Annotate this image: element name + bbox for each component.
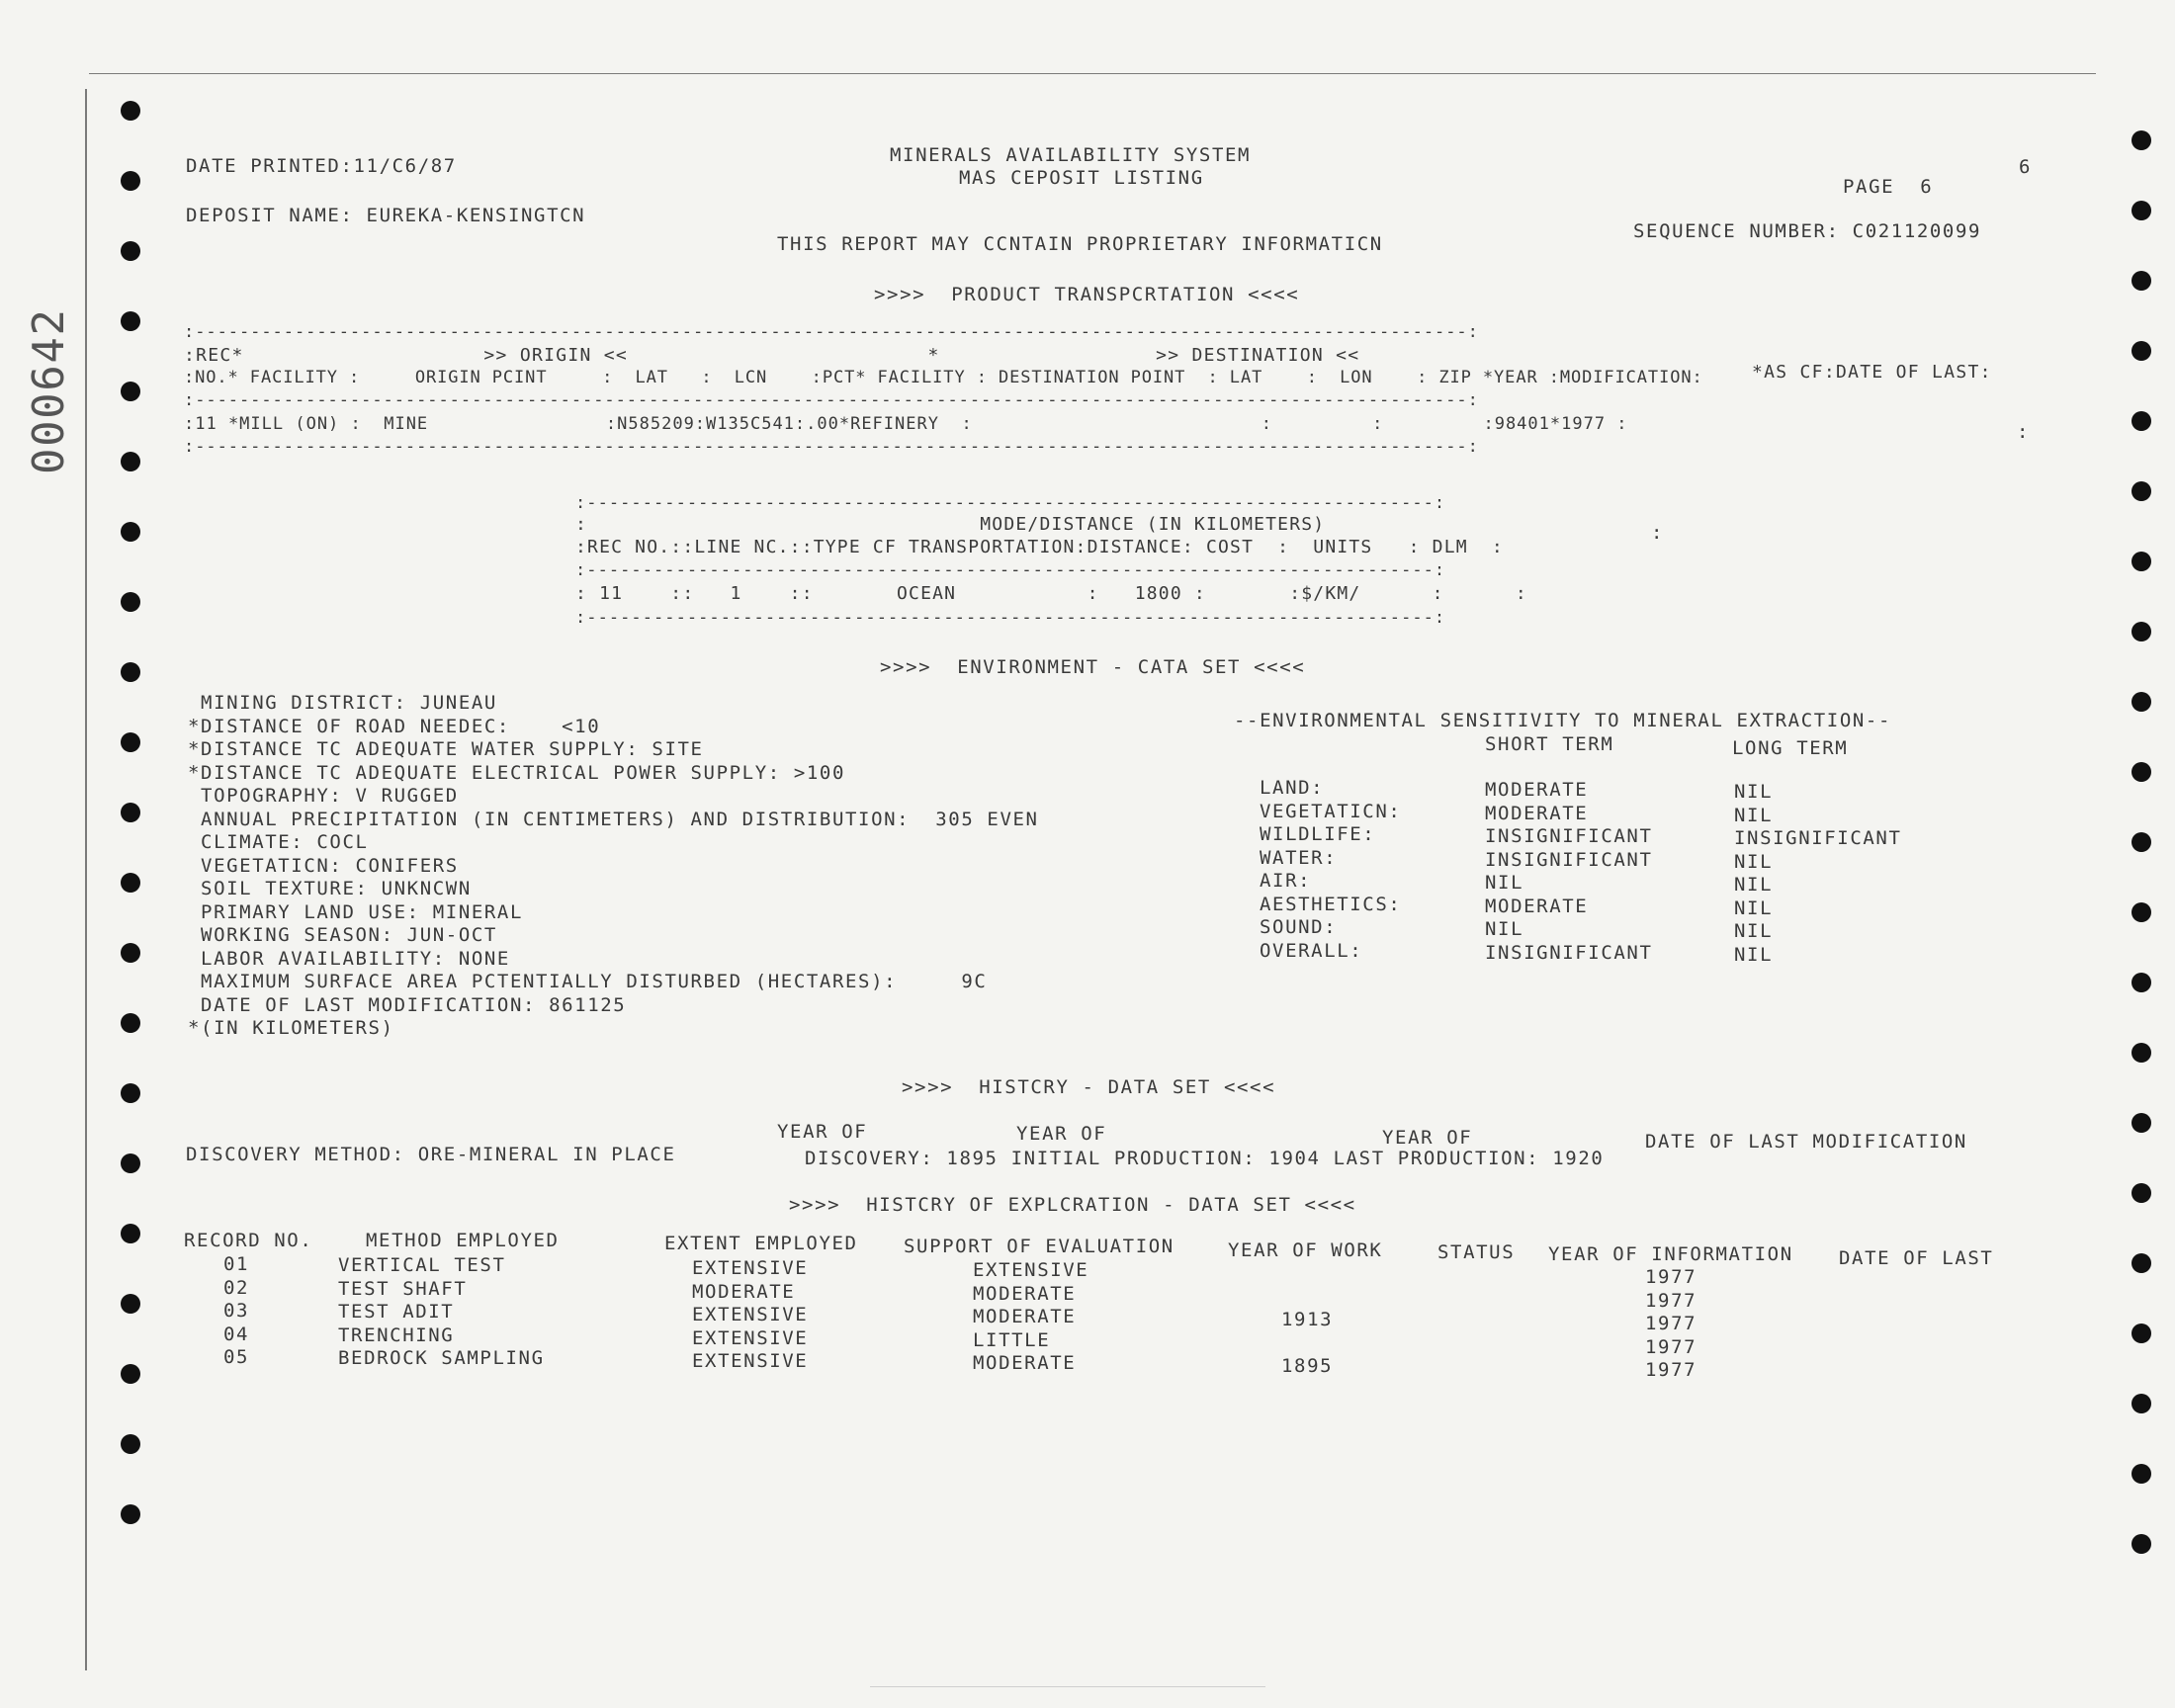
- transport-data-row: :11 *MILL (ON) : MINE :N585209:W135C541:.00*REFINERY : : : :98401*1977 :: [184, 414, 1628, 434]
- sensitivity-short-term: NIL: [1485, 918, 1524, 940]
- col-year-work: YEAR OF WORK: [1228, 1239, 1383, 1261]
- deposit-name: DEPOSIT NAME: EUREKA-KENSINGTCN: [186, 205, 586, 226]
- exploration-support: EXTENSIVE: [973, 1259, 1089, 1281]
- sensitivity-long-term: NIL: [1734, 897, 1774, 919]
- transport-dash-mid: :-------------------------------------------------------------------------------------------------------------------:: [184, 390, 1479, 410]
- transport-dash-top: :-------------------------------------------------------------------------------------------------------------------:: [184, 322, 1479, 342]
- feed-hole: [121, 1364, 140, 1384]
- feed-hole: [2132, 973, 2151, 992]
- environment-line: *DISTANCE TC ADEQUATE WATER SUPPLY: SITE: [188, 738, 704, 760]
- feed-hole: [121, 1153, 140, 1173]
- feed-hole: [2132, 1183, 2151, 1203]
- sensitivity-short-term: INSIGNIFICANT: [1485, 848, 1653, 871]
- feed-hole: [121, 311, 140, 331]
- sensitivity-label: AIR:: [1260, 870, 1312, 892]
- feed-hole: [2132, 552, 2151, 571]
- feed-hole: [2132, 692, 2151, 712]
- transport-section-title: >>>> PRODUCT TRANSPCRTATION <<<<: [874, 284, 1300, 305]
- exploration-extent: EXTENSIVE: [692, 1304, 809, 1325]
- transport-row-end: :: [2017, 421, 2031, 443]
- exploration-section-title: >>>> HISTCRY OF EXPLCRATION - DATA SET <<<<: [789, 1194, 1356, 1216]
- transport-dash-bottom: :-------------------------------------------------------------------------------------------------------------------:: [184, 437, 1479, 457]
- exploration-support: MODERATE: [973, 1352, 1077, 1374]
- col-date-last: DATE OF LAST: [1839, 1247, 1994, 1269]
- sensitivity-short-term: MODERATE: [1485, 802, 1589, 824]
- feed-hole: [121, 943, 140, 963]
- exploration-year-info: 1977: [1645, 1359, 1697, 1381]
- environment-line: LABOR AVAILABILITY: NONE: [188, 947, 510, 970]
- feed-hole: [121, 382, 140, 401]
- environment-line: DATE OF LAST MODIFICATION: 861125: [188, 993, 627, 1016]
- mode-title: : MODE/DISTANCE (IN KILOMETERS): [575, 514, 1326, 535]
- environment-line: *DISTANCE TC ADEQUATE ELECTRICAL POWER SUPPLY: >100: [188, 761, 845, 784]
- exploration-support: MODERATE: [973, 1306, 1077, 1327]
- feed-hole: [121, 241, 140, 261]
- sensitivity-label: LAND:: [1260, 777, 1325, 799]
- feed-hole: [2132, 130, 2151, 150]
- feed-hole: [2132, 902, 2151, 922]
- environment-line: *(IN KILOMETERS): [188, 1017, 394, 1039]
- exploration-method: TEST SHAFT: [338, 1277, 468, 1300]
- date-printed: DATE PRINTED:11/C6/87: [186, 155, 457, 177]
- environment-line: *DISTANCE OF ROAD NEEDEC: <10: [188, 715, 601, 737]
- sequence-number: SEQUENCE NUMBER: C021120099: [1633, 220, 1982, 242]
- environment-line: MAXIMUM SURFACE AREA PCTENTIALLY DISTURBED (HECTARES): 9C: [188, 971, 988, 992]
- exploration-record-no: 04: [223, 1323, 250, 1345]
- environment-line: ANNUAL PRECIPITATION (IN CENTIMETERS) AND DISTRIBUTION: 305 EVEN: [188, 808, 1039, 830]
- feed-hole: [121, 101, 140, 121]
- exploration-method: TRENCHING: [338, 1324, 455, 1346]
- left-margin-line: [85, 89, 87, 1670]
- feed-hole: [121, 452, 140, 471]
- mode-dash-top: :----------------------------------------------------------------------------:: [575, 493, 1446, 513]
- sensitivity-short-term: MODERATE: [1485, 779, 1589, 801]
- sensitivity-long-term: NIL: [1734, 804, 1774, 826]
- exploration-record-no: 05: [223, 1346, 250, 1368]
- sensitivity-label: WATER:: [1260, 846, 1338, 869]
- feed-hole: [2132, 1043, 2151, 1063]
- col-support: SUPPORT OF EVALUATION: [904, 1236, 1174, 1257]
- listing-title: MAS CEPOSIT LISTING: [959, 167, 1204, 189]
- feed-hole: [121, 171, 140, 191]
- feed-hole: [2132, 1534, 2151, 1554]
- sensitivity-col-short: SHORT TERM: [1485, 733, 1614, 755]
- exploration-year-info: 1977: [1645, 1289, 1697, 1312]
- feed-hole: [121, 1224, 140, 1243]
- sensitivity-label: AESTHETICS:: [1260, 893, 1402, 915]
- exploration-extent: EXTENSIVE: [692, 1326, 809, 1349]
- mode-header: :REC NO.::LINE NC.::TYPE CF TRANSPORTATION:DISTANCE: COST : UNITS : DLM :: [575, 537, 1504, 557]
- exploration-record-no: 01: [223, 1253, 250, 1275]
- proprietary-notice: THIS REPORT MAY CCNTAIN PROPRIETARY INFORMATICN: [777, 233, 1383, 255]
- discovery-method: DISCOVERY METHOD: ORE-MINERAL IN PLACE: [186, 1144, 676, 1165]
- feed-hole: [2132, 341, 2151, 361]
- sensitivity-label: WILDLIFE:: [1260, 823, 1376, 845]
- environment-line: CLIMATE: COCL: [188, 831, 369, 853]
- col-year-info: YEAR OF INFORMATION: [1548, 1243, 1793, 1265]
- feed-hole: [2132, 832, 2151, 852]
- corner-number: 6: [2019, 156, 2033, 178]
- col-record-no: RECORD NO.: [184, 1230, 313, 1251]
- exploration-year-info: 1977: [1645, 1335, 1697, 1358]
- sensitivity-short-term: INSIGNIFICANT: [1485, 941, 1653, 964]
- feed-hole: [2132, 622, 2151, 641]
- environment-line: PRIMARY LAND USE: MINERAL: [188, 900, 524, 923]
- sensitivity-short-term: NIL: [1485, 872, 1524, 894]
- system-title: MINERALS AVAILABILITY SYSTEM: [890, 144, 1252, 166]
- feed-hole: [121, 662, 140, 682]
- feed-hole: [121, 803, 140, 822]
- history-date-last-mod: DATE OF LAST MODIFICATION: [1645, 1131, 1967, 1153]
- feed-hole: [121, 522, 140, 542]
- bottom-smudge: [870, 1686, 1265, 1687]
- exploration-year-info: 1977: [1645, 1313, 1697, 1334]
- mode-dash-mid: :----------------------------------------------------------------------------:: [575, 560, 1446, 580]
- feed-hole: [121, 1083, 140, 1103]
- mode-side-colon: :: [1651, 522, 1665, 544]
- feed-hole: [2132, 1464, 2151, 1484]
- page-number: PAGE 6: [1843, 176, 1934, 198]
- exploration-year-work: 1913: [1281, 1309, 1334, 1330]
- exploration-year-work: 1895: [1281, 1355, 1334, 1377]
- feed-hole: [121, 1504, 140, 1524]
- top-edge-line: [89, 73, 2096, 74]
- col-status: STATUS: [1437, 1241, 1516, 1263]
- environment-line: TOPOGRAPHY: V RUGGED: [188, 785, 459, 807]
- transport-header-2: :NO.* FACILITY : ORIGIN PCINT : LAT : LCN :PCT* FACILITY : DESTINATION POINT : LAT : LON : ZIP *YEAR :MODIFICATION:: [184, 368, 1703, 387]
- history-year-of-3: YEAR OF: [1382, 1127, 1473, 1149]
- margin-stamp: 000642: [24, 307, 74, 474]
- exploration-extent: MODERATE: [692, 1280, 796, 1303]
- mode-dash-bottom: :----------------------------------------------------------------------------:: [575, 608, 1446, 628]
- feed-hole: [2132, 1394, 2151, 1413]
- sensitivity-label: SOUND:: [1260, 916, 1338, 938]
- exploration-method: TEST ADIT: [338, 1301, 455, 1323]
- exploration-extent: EXTENSIVE: [692, 1350, 809, 1372]
- sensitivity-short-term: INSIGNIFICANT: [1485, 825, 1653, 847]
- sensitivity-long-term: INSIGNIFICANT: [1734, 827, 1902, 849]
- exploration-year-info: 1977: [1645, 1266, 1697, 1288]
- environment-line: MINING DISTRICT: JUNEAU: [188, 692, 497, 714]
- feed-hole: [2132, 1113, 2151, 1133]
- feed-hole: [2132, 271, 2151, 291]
- sensitivity-long-term: NIL: [1734, 850, 1774, 873]
- feed-hole: [2132, 481, 2151, 501]
- transport-header-1-right: *AS CF:DATE OF LAST:: [1752, 362, 1992, 383]
- environment-line: WORKING SEASON: JUN-OCT: [188, 924, 497, 946]
- sensitivity-title: --ENVIRONMENTAL SENSITIVITY TO MINERAL EXTRACTION--: [1234, 710, 1891, 731]
- feed-hole: [121, 1434, 140, 1454]
- exploration-method: BEDROCK SAMPLING: [338, 1347, 545, 1369]
- history-year-of-1: YEAR OF: [777, 1121, 868, 1143]
- sensitivity-label: VEGETATICN:: [1260, 800, 1402, 822]
- exploration-extent: EXTENSIVE: [692, 1257, 809, 1279]
- feed-hole: [2132, 411, 2151, 431]
- sensitivity-long-term: NIL: [1734, 943, 1774, 966]
- feed-hole: [2132, 201, 2151, 220]
- exploration-record-no: 02: [223, 1276, 250, 1299]
- transport-header-1: :REC* >> ORIGIN << * >> DESTINATION <<: [184, 345, 1360, 366]
- mode-data-row: : 11 :: 1 :: OCEAN : 1800 : :$/KM/ : :: [575, 583, 1527, 604]
- sensitivity-label: OVERALL:: [1260, 939, 1363, 962]
- feed-hole: [121, 592, 140, 612]
- discovery-years: DISCOVERY: 1895 INITIAL PRODUCTION: 1904 LAST PRODUCTION: 1920: [805, 1148, 1605, 1169]
- sensitivity-short-term: MODERATE: [1485, 895, 1589, 917]
- sensitivity-long-term: NIL: [1734, 874, 1774, 896]
- environment-section-title: >>>> ENVIRONMENT - CATA SET <<<<: [880, 656, 1306, 678]
- feed-hole: [121, 732, 140, 752]
- environment-line: SOIL TEXTURE: UNKNCWN: [188, 878, 472, 899]
- feed-hole: [121, 1294, 140, 1314]
- sensitivity-long-term: NIL: [1734, 781, 1774, 803]
- feed-hole: [2132, 1253, 2151, 1273]
- col-method: METHOD EMPLOYED: [366, 1230, 560, 1251]
- feed-hole: [2132, 762, 2151, 782]
- feed-hole: [2132, 1324, 2151, 1343]
- exploration-method: VERTICAL TEST: [338, 1254, 506, 1276]
- feed-hole: [121, 1013, 140, 1033]
- sensitivity-long-term: NIL: [1734, 920, 1774, 942]
- feed-hole: [121, 873, 140, 893]
- sensitivity-col-long: LONG TERM: [1732, 737, 1849, 759]
- exploration-support: LITTLE: [973, 1328, 1051, 1351]
- environment-line: VEGETATICN: CONIFERS: [188, 854, 459, 877]
- col-extent: EXTENT EMPLOYED: [664, 1233, 858, 1254]
- history-section-title: >>>> HISTCRY - DATA SET <<<<: [902, 1076, 1276, 1098]
- exploration-record-no: 03: [223, 1300, 250, 1322]
- history-year-of-2: YEAR OF: [1016, 1123, 1107, 1145]
- exploration-support: MODERATE: [973, 1282, 1077, 1305]
